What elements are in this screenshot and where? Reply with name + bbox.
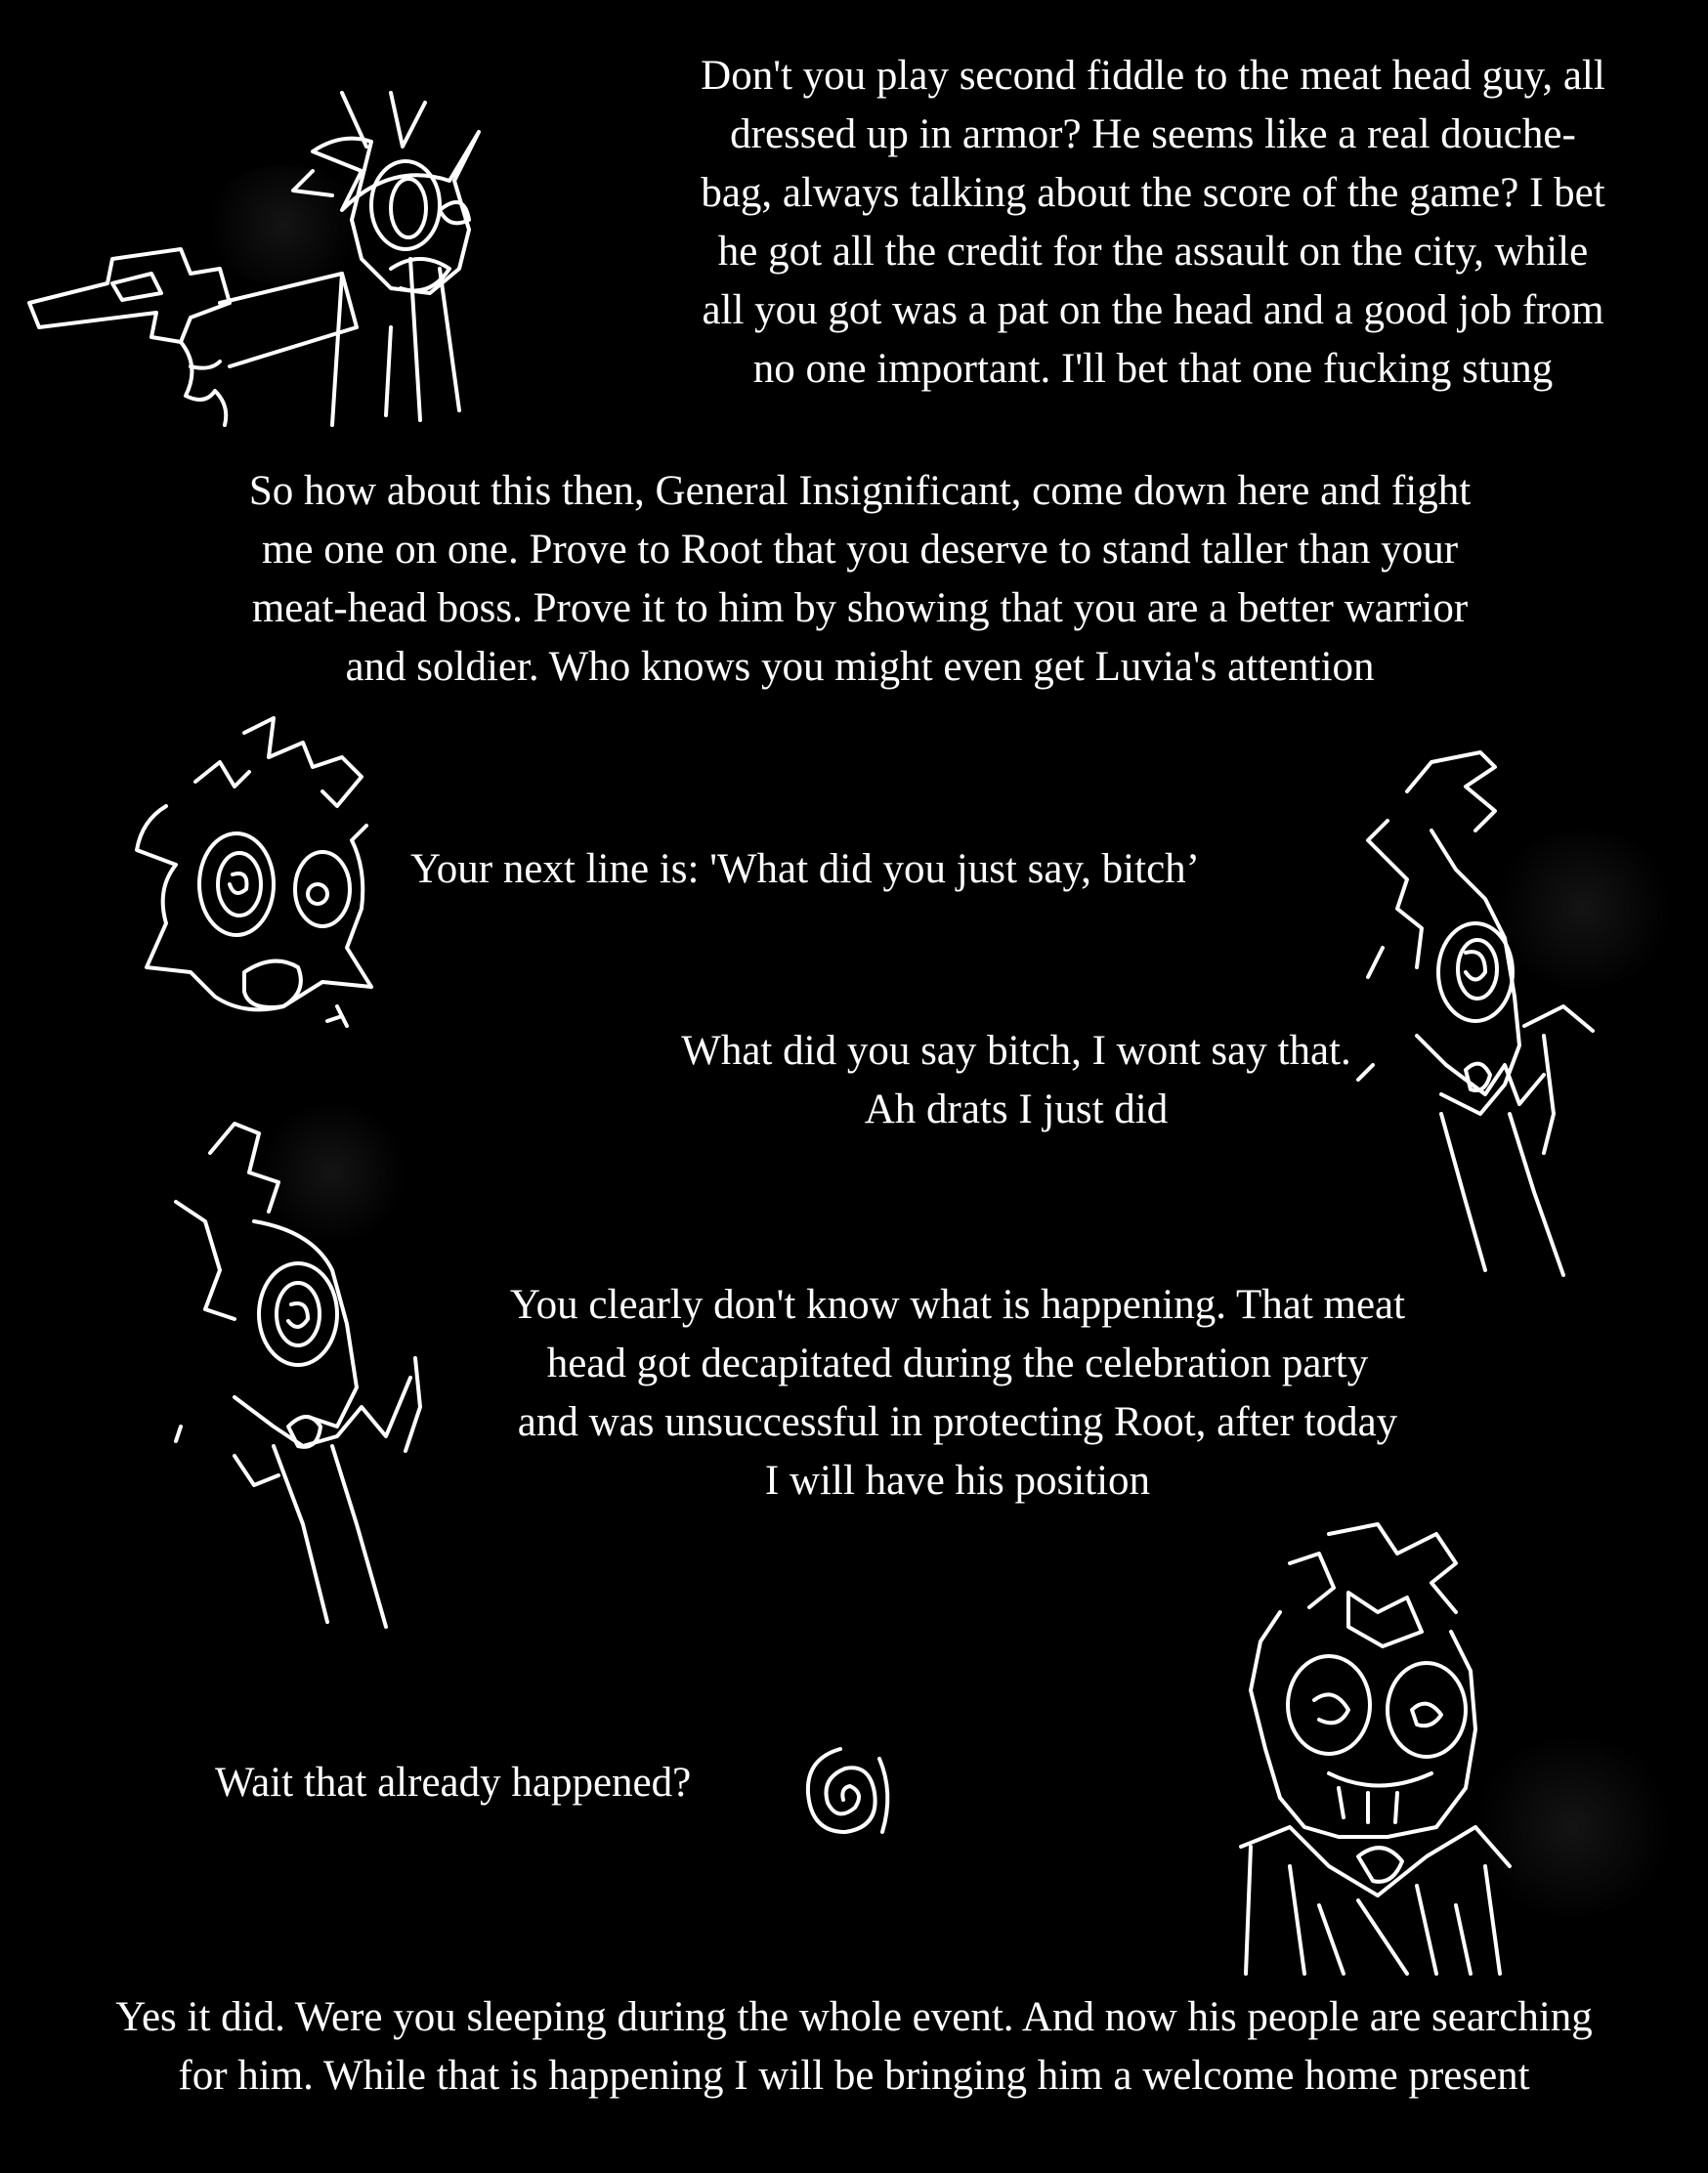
dialogue-block-6 bbox=[215, 1754, 691, 1812]
dialogue-line: What did you say bitch, I wont say that. bbox=[681, 1028, 1351, 1074]
dialogue-line: dressed up in armor? He seems like a real douche- bbox=[730, 111, 1576, 157]
dialogue-block-4 bbox=[606, 1022, 1427, 1139]
dialogue-line: Wait that already happened? bbox=[215, 1760, 692, 1806]
dialogue-block-5 bbox=[430, 1276, 1485, 1511]
spiral-sketch bbox=[796, 1739, 894, 1847]
dialogue-line: meat-head boss. Prove it to him by showing that you are a better warrior bbox=[251, 585, 1469, 631]
dialogue-line: I will have his position bbox=[764, 1458, 1151, 1504]
dialogue-line: all you got was a pat on the head and a good job from bbox=[702, 287, 1604, 333]
dialogue-line: and soldier. Who knows you might even get Luvia's attention bbox=[345, 644, 1375, 690]
dialogue-line: Your next line is: 'What did you just say, bitch’ bbox=[410, 846, 1200, 892]
dialogue-block-2 bbox=[156, 462, 1563, 697]
dialogue-line: for him. While that is happening I will be bringing him a welcome home present bbox=[178, 2053, 1530, 2099]
tall-figure-left-sketch bbox=[166, 1114, 459, 1641]
dialogue-line: bag, always talking about the score of the game? I bet bbox=[701, 170, 1605, 216]
dialogue-block-1 bbox=[645, 47, 1661, 399]
dialogue-line: So how about this then, General Insignificant, come down here and fight bbox=[248, 468, 1472, 514]
dialogue-line: Ah drats I just did bbox=[864, 1086, 1169, 1132]
gunman-sketch bbox=[20, 73, 645, 435]
dialogue-line: Don't you play second fiddle to the meat head guy, all bbox=[701, 53, 1605, 99]
dialogue-line: me one on one. Prove to Root that you deserve to stand taller than your bbox=[261, 527, 1459, 573]
mask-face-sketch bbox=[127, 713, 391, 1036]
tall-figure-right-sketch bbox=[1348, 743, 1642, 1290]
dialogue-line: no one important. I'll bet that one fucking stung bbox=[752, 346, 1554, 392]
dialogue-line: he got all the credit for the assault on the city, while bbox=[717, 229, 1589, 275]
dialogue-block-7 bbox=[20, 1988, 1688, 2106]
dialogue-line: head got decapitated during the celebration party bbox=[546, 1341, 1369, 1386]
armored-figure-sketch bbox=[1212, 1514, 1534, 1983]
dialogue-line: and was unsuccessful in protecting Root, after today bbox=[517, 1399, 1398, 1445]
dialogue-block-3 bbox=[410, 840, 1200, 899]
dialogue-line: You clearly don't know what is happening. That meat bbox=[509, 1282, 1406, 1328]
dialogue-line: Yes it did. Were you sleeping during the whole event. And now his people are searching bbox=[115, 1994, 1593, 2040]
